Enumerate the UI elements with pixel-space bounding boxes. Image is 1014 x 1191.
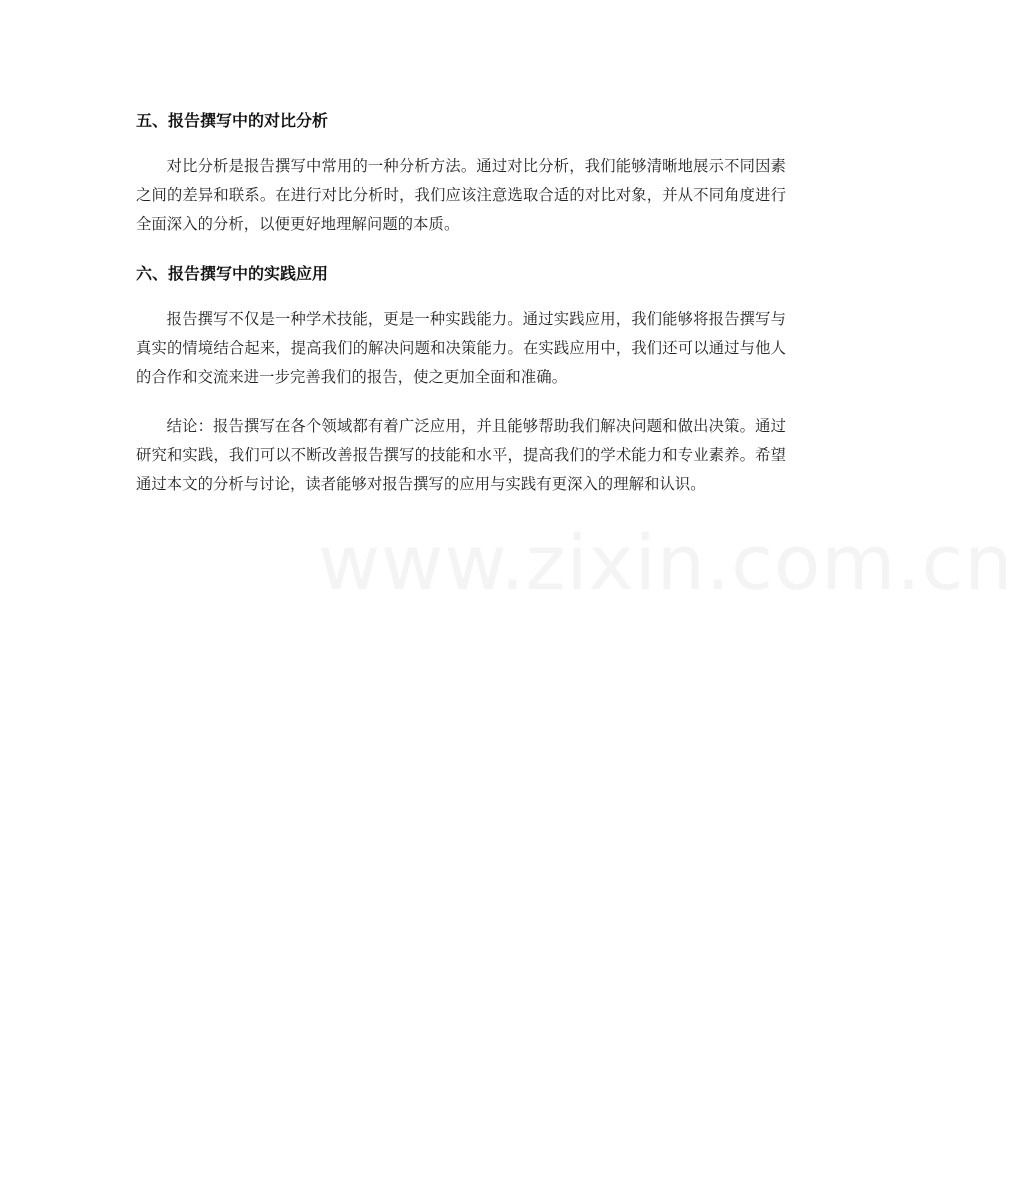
watermark-text: www.zixin.com.cn bbox=[318, 518, 1014, 607]
section-heading-practical-application: 六、报告撰写中的实践应用 bbox=[136, 264, 329, 283]
section-paragraph-practical-application: 报告撰写不仅是一种学术技能，更是一种实践能力。通过实践应用，我们能够将报告撰写与真实的情境结合起来，提高我们的解决问题和决策能力。在实践应用中，我们还可以通过与他人的合作和交流来进一步完善我们的报告，使之更加全面和准确。 bbox=[136, 310, 786, 386]
document-body bbox=[136, 106, 786, 499]
section-paragraph-comparative-analysis: 对比分析是报告撰写中常用的一种分析方法。通过对比分析，我们能够清晰地展示不同因素之间的差异和联系。在进行对比分析时，我们应该注意选取合适的对比对象，并从不同角度进行全面深入的分析，以便更好地理解问题的本质。 bbox=[136, 157, 786, 233]
section-heading-comparative-analysis: 五、报告撰写中的对比分析 bbox=[136, 111, 329, 130]
conclusion-paragraph: 结论：报告撰写在各个领域都有着广泛应用，并且能够帮助我们解决问题和做出决策。通过研究和实践，我们可以不断改善报告撰写的技能和水平，提高我们的学术能力和专业素养。希望通过本文的分析与讨论，读者能够对报告撰写的应用与实践有更深入的理解和认识。 bbox=[136, 417, 786, 493]
